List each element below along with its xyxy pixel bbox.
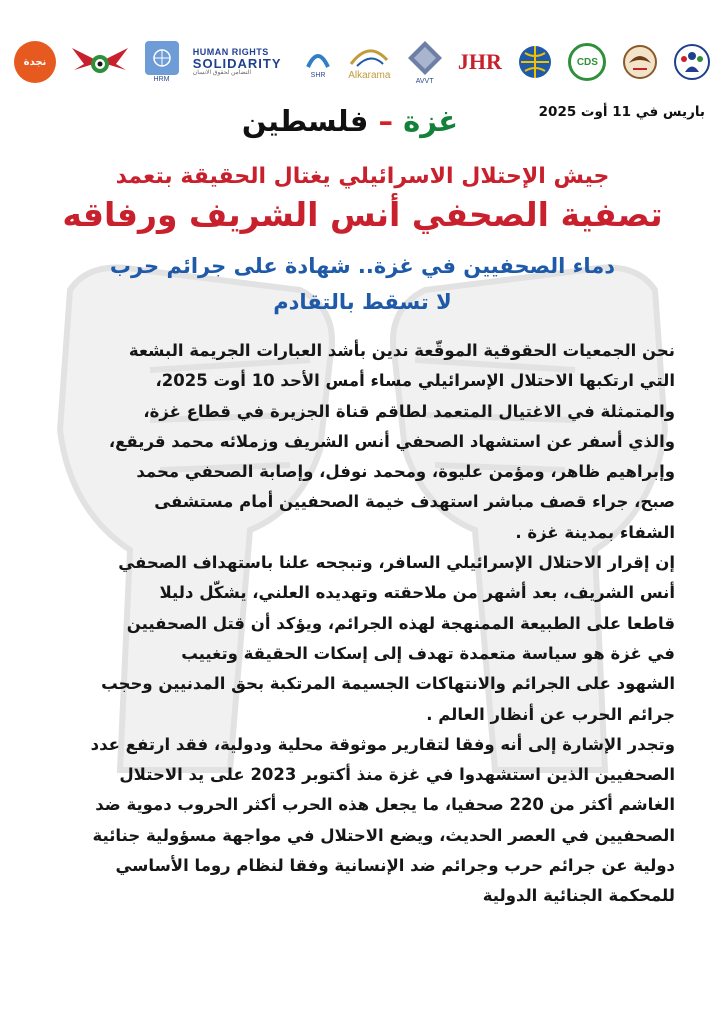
globe-icon <box>516 43 554 81</box>
body-line: والمتمثلة في الاغتيال المتعمد لطاقم قناة الجزيرة في قطاع غزة، <box>143 401 675 421</box>
body-line: الشهود على الجرائم والانتهاكات الجسيمة المرتكبة بحق المدنيين وحجب <box>101 674 675 694</box>
location-heading <box>200 104 500 138</box>
body-line: الصحفيين الذين استشهدوا في غزة منذ أكتوبر 2023 على يد الاحتلال <box>119 765 675 785</box>
statement-body <box>60 336 675 912</box>
body-line: التي ارتكبها الاحتلال الإسرائيلي مساء أمس الأحد 10 أوت 2025، <box>155 371 675 391</box>
logo-jhr: JHR <box>457 49 502 74</box>
logo-shr: SHR <box>303 45 333 79</box>
logo-hrm: HRM <box>145 41 179 83</box>
body-line: الصحفيين في العصر الحديث، ويضع الاحتلال في مواجهة مسؤولية جنائية <box>92 825 675 845</box>
body-line: إن إقرار الاحتلال الإسرائيلي السافر، وتبجحه علنا باستهداف الصحفي <box>118 553 675 573</box>
headline-red-line-2: تصفية الصحفي أنس الشريف ورفاقه <box>62 195 663 234</box>
location-dash: – <box>378 104 394 138</box>
location-gaza: غزة <box>403 104 459 138</box>
bird-emblem-icon <box>621 43 659 81</box>
shr-hands-icon <box>303 45 333 71</box>
body-line: نحن الجمعيات الحقوقية الموقّعة ندين بأشد العبارات الجريمة البشعة <box>128 341 675 360</box>
diamond-icon <box>406 39 444 77</box>
body-line: قاطعا على الطبيعة الممنهجة لهذه الجرائم، ويؤكد أن قتل الصحفيين <box>126 613 675 633</box>
body-line: وتجدر الإشارة إلى أنه وفقا لتقارير موثوقة محلية ودولية، فقد ارتفع عدد <box>90 734 675 754</box>
body-line: وإبراهيم ظاهر، ومؤمن عليوة، ومحمد نوفل، وإصابة الصحفي محمد <box>136 462 675 482</box>
body-line: جرائم الحرب عن أنظار العالم . <box>426 704 675 724</box>
logo-najda: نجدة <box>14 41 56 83</box>
logo-human-organizations <box>673 43 711 81</box>
people-circle-icon <box>673 43 711 81</box>
body-line: والذي أسفر عن استشهاد الصحفي أنس الشريف وزملائه محمد قريقع، <box>108 431 675 451</box>
dateline: باريس في 11 أوت 2025 <box>538 104 705 120</box>
body-line: أنس الشريف، بعد أشهر من ملاحقته وتهديده العلني، يشكّل دليلا <box>159 583 675 603</box>
body-line: صبح، جراء قصف مباشر استهدف خيمة الصحفيين أمام مستشفى <box>154 492 675 512</box>
body-line: للمحكمة الجنائية الدولية <box>482 886 675 906</box>
headline-red-line-1: جيش الإحتلال الاسرائيلي يغتال الحقيقة بتعمد <box>115 164 610 189</box>
body-line: الغاشم أكثر من 220 صحفيا، ما يجعل هذه الحرب أكثر الحروب دموية ضد <box>95 795 675 815</box>
body-line: في غزة هو سياسة متعمدة تهدف إلى إسكات الحقيقة وتغييب <box>181 643 675 663</box>
logo-globe <box>516 43 554 81</box>
hrm-globe-icon <box>152 48 172 68</box>
logo-alkarama: Alkarama <box>347 44 391 81</box>
subheadline-blue-line-1: دماء الصحفيين في غزة.. شهادة على جرائم حرب <box>109 254 616 278</box>
location-palestine: فلسطين <box>241 104 369 138</box>
logo-human-rights-solidarity: HUMAN RIGHTS SOLIDARITY التضامن لحقوق الانسان <box>192 47 282 76</box>
body-line: الشفاء بمدينة غزة . <box>515 522 675 542</box>
logo-eagle <box>70 42 130 82</box>
partner-logos-bar <box>14 34 711 90</box>
logo-avvt: AVVT <box>406 39 444 85</box>
logo-free-sudan <box>621 43 659 81</box>
logo-cds: CDS <box>568 43 606 81</box>
body-line: دولية عن جرائم حرب وجرائم ضد الإنسانية وفقا لنظام روما الأساسي <box>115 856 675 876</box>
eagle-wings-icon <box>70 42 130 82</box>
subheadline-blue-line-2: لا تسقط بالتقادم <box>273 290 452 314</box>
alkarama-swirl-icon <box>347 44 391 70</box>
